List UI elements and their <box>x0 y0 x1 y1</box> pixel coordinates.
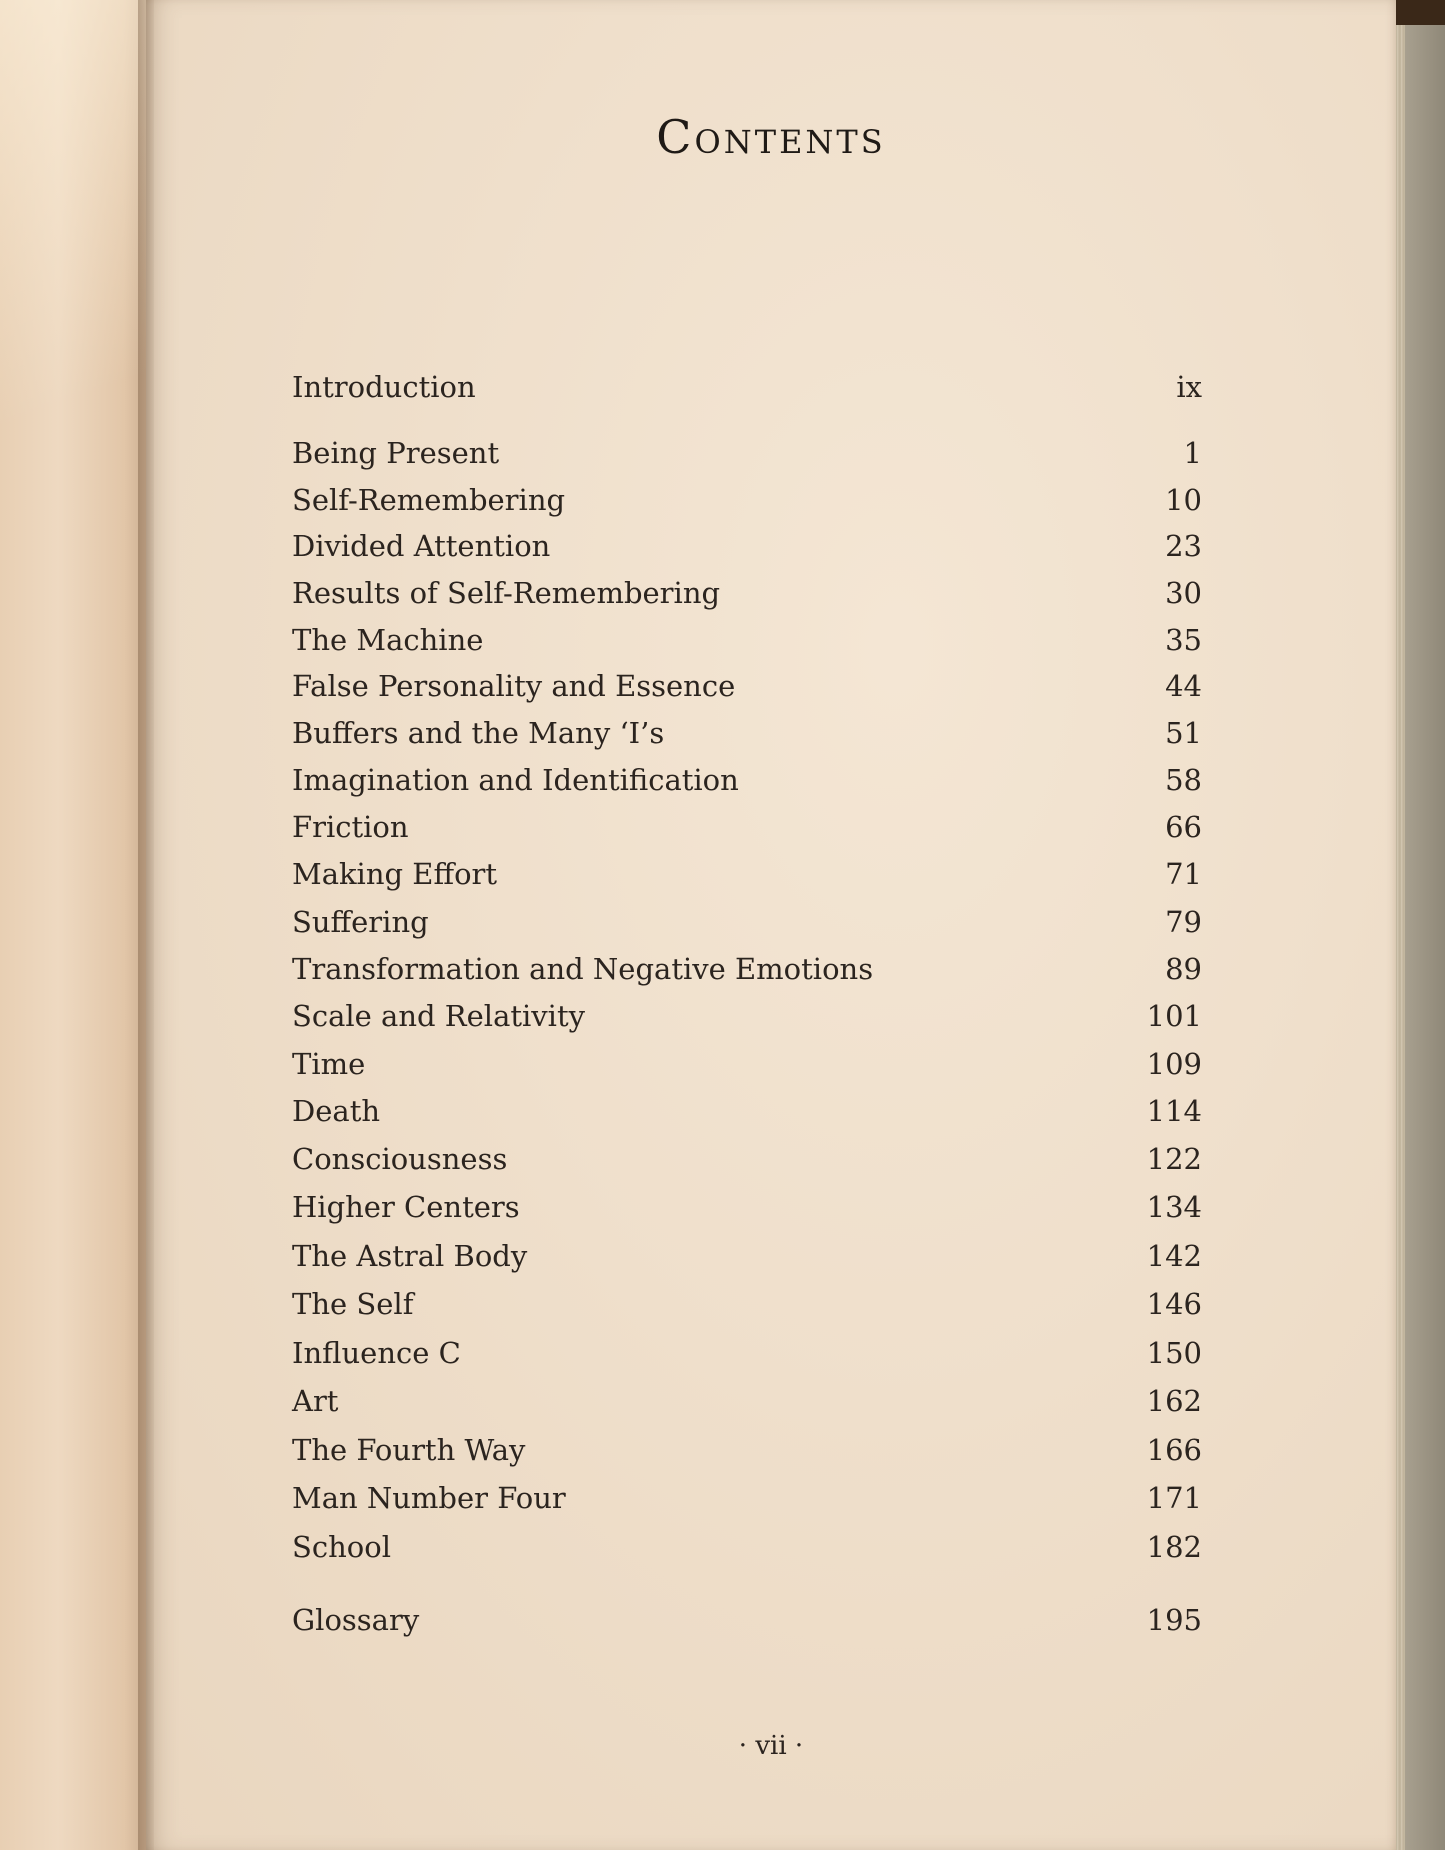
toc-entry-page: 44 <box>1165 669 1202 703</box>
toc-entry-title: Transformation and Negative Emotions <box>292 952 874 986</box>
toc-entry <box>292 1527 1202 1567</box>
toc-entry <box>292 902 1202 942</box>
book-gutter <box>138 0 154 1850</box>
toc-entry-page: 150 <box>1146 1336 1202 1370</box>
toc-entry-page: 162 <box>1146 1384 1202 1418</box>
toc-entry-title: Consciousness <box>292 1142 508 1176</box>
toc-entry <box>292 1187 1202 1227</box>
toc-entry <box>292 1381 1202 1421</box>
toc-entry-title: The Machine <box>292 623 484 657</box>
toc-entry-page: 35 <box>1165 623 1202 657</box>
toc-entry-title: Buffers and the Many ‘I’s <box>292 716 665 750</box>
toc-entry <box>292 854 1202 894</box>
toc-entry-page: ix <box>1176 370 1202 404</box>
toc-entry-page: 71 <box>1165 857 1202 891</box>
toc-entry-page: 101 <box>1146 999 1202 1033</box>
toc-entry-page: 146 <box>1146 1287 1202 1321</box>
toc-entry-page: 79 <box>1165 905 1202 939</box>
toc-entry-page: 171 <box>1146 1481 1202 1515</box>
toc-entry <box>292 620 1202 660</box>
toc-entry-title: Art <box>292 1384 339 1418</box>
book-cover-edge <box>1405 25 1445 1850</box>
toc-entry-page: 182 <box>1146 1530 1202 1564</box>
page-number: · vii · <box>738 1731 804 1761</box>
toc-entry <box>292 1091 1202 1131</box>
toc-entry <box>292 367 1202 407</box>
contents-page <box>146 0 1396 1850</box>
toc-entry <box>292 713 1202 753</box>
toc-entry <box>292 1139 1202 1179</box>
toc-entry <box>292 480 1202 520</box>
toc-entry-title: False Personality and Essence <box>292 669 736 703</box>
toc-entry <box>292 1044 1202 1084</box>
toc-entry-title: Introduction <box>292 370 476 404</box>
toc-entry <box>292 526 1202 566</box>
light-glare <box>0 0 146 560</box>
toc-entry-page: 10 <box>1165 483 1202 517</box>
toc-entry <box>292 1478 1202 1518</box>
toc-entry <box>292 996 1202 1036</box>
toc-entry-title: Death <box>292 1094 381 1128</box>
toc-entry-title: School <box>292 1530 391 1564</box>
toc-entry-title: The Astral Body <box>292 1239 528 1273</box>
toc-entry <box>292 1430 1202 1470</box>
toc-entry-title: Making Effort <box>292 857 498 891</box>
toc-entry-page: 51 <box>1165 716 1202 750</box>
toc-entry-title: Time <box>292 1047 366 1081</box>
toc-entry-title: Suffering <box>292 905 429 939</box>
toc-entry-title: Higher Centers <box>292 1190 520 1224</box>
toc-entry <box>292 807 1202 847</box>
toc-entry <box>292 433 1202 473</box>
toc-entry-page: 134 <box>1146 1190 1202 1224</box>
toc-entry <box>292 760 1202 800</box>
toc-entry-page: 142 <box>1146 1239 1202 1273</box>
toc-entry-page: 195 <box>1146 1603 1202 1637</box>
toc-entry-title: Self-Remembering <box>292 483 566 517</box>
toc-entry <box>292 573 1202 613</box>
toc-entry-title: Results of Self-Remembering <box>292 576 721 610</box>
toc-entry-page: 58 <box>1165 763 1202 797</box>
toc-entry-page: 66 <box>1165 810 1202 844</box>
toc-entry-title: Influence C <box>292 1336 461 1370</box>
toc-entry-page: 30 <box>1165 576 1202 610</box>
toc-entry <box>292 1284 1202 1324</box>
toc-entry-title: Man Number Four <box>292 1481 566 1515</box>
toc-entry-title: The Self <box>292 1287 414 1321</box>
toc-entry-title: Being Present <box>292 436 500 470</box>
toc-entry-page: 114 <box>1146 1094 1202 1128</box>
toc-entry-title: Scale and Relativity <box>292 999 585 1033</box>
toc-entry-page: 122 <box>1146 1142 1202 1176</box>
toc-entry-title: Friction <box>292 810 409 844</box>
toc-entry-page: 89 <box>1165 952 1202 986</box>
toc-entry-page: 1 <box>1183 436 1202 470</box>
page-title: Contents <box>656 110 886 164</box>
toc-entry-title: Imagination and Identification <box>292 763 739 797</box>
toc-entry-page: 109 <box>1146 1047 1202 1081</box>
toc-entry <box>292 949 1202 989</box>
toc-entry <box>292 666 1202 706</box>
toc-entry <box>292 1236 1202 1276</box>
toc-entry-title: Glossary <box>292 1603 420 1637</box>
toc-entry-title: Divided Attention <box>292 529 551 563</box>
toc-entry <box>292 1333 1202 1373</box>
toc-entry-page: 166 <box>1146 1433 1202 1467</box>
toc-entry-title: The Fourth Way <box>292 1433 526 1467</box>
toc-entry <box>292 1600 1202 1640</box>
toc-entry-page: 23 <box>1165 529 1202 563</box>
